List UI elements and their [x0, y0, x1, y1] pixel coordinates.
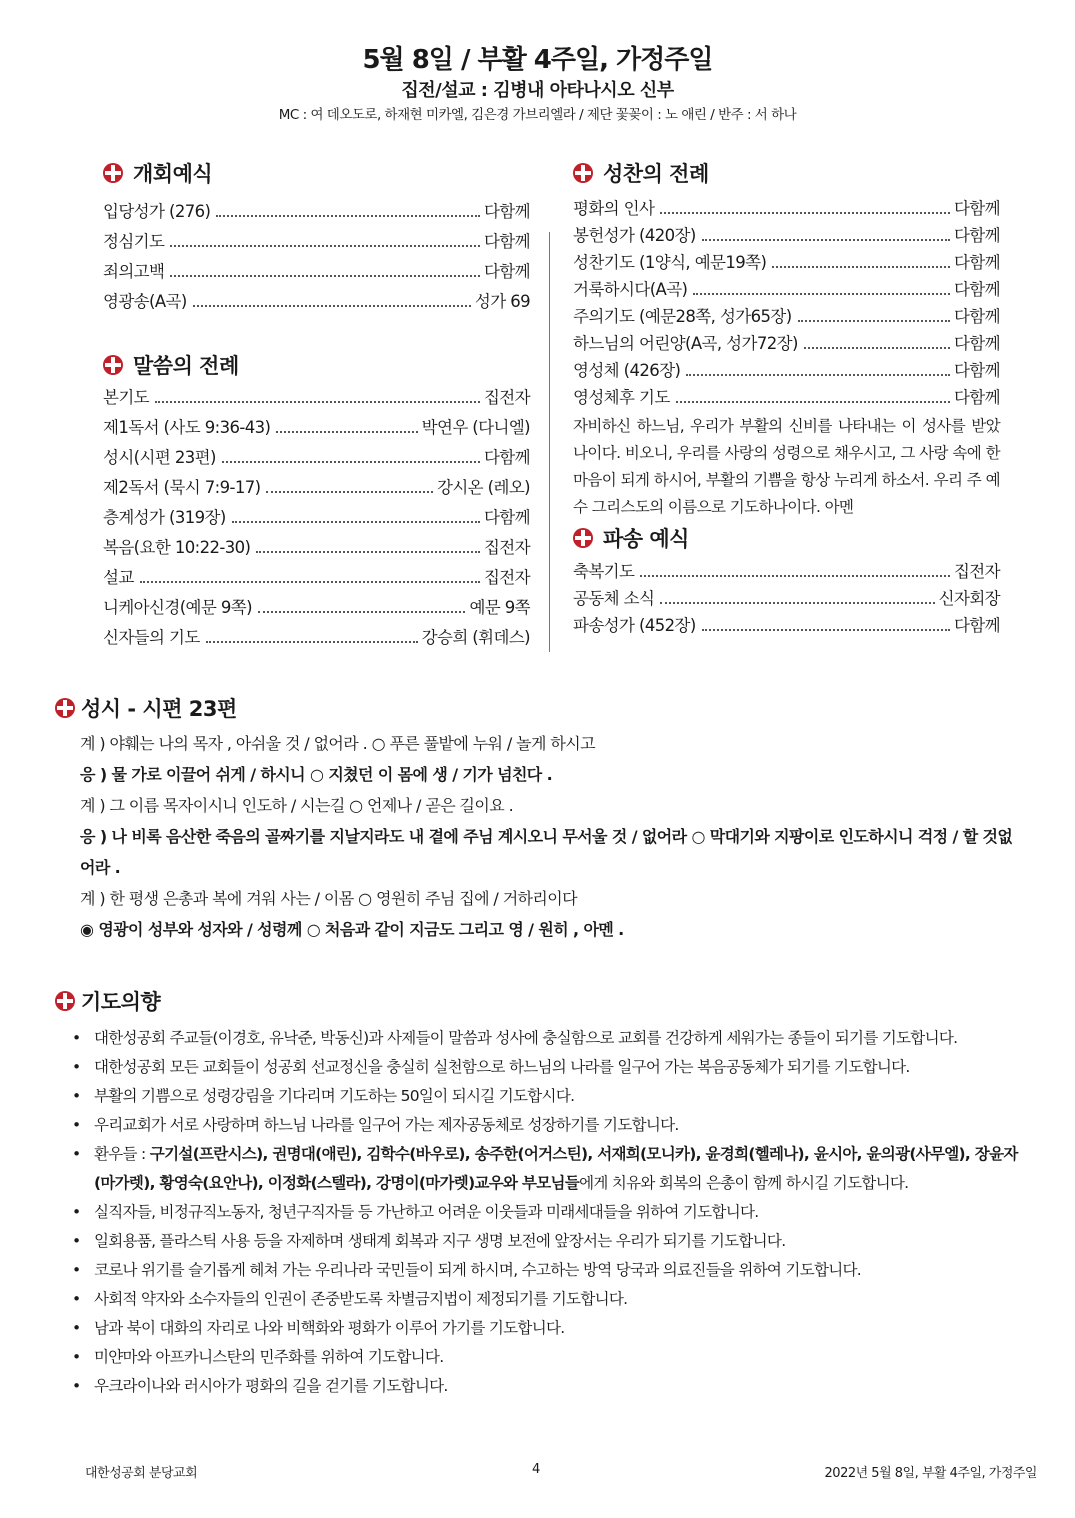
- dot-leader: [216, 215, 480, 217]
- order-label: 봉헌성가 (420장): [573, 226, 696, 245]
- dot-leader: [804, 347, 950, 349]
- order-row: [103, 624, 530, 654]
- order-performer: 다함께: [483, 202, 530, 221]
- order-row: [573, 558, 1000, 585]
- order-row: [573, 384, 1000, 411]
- psalm-title: 성시 - 시편 23편: [81, 697, 237, 721]
- psalm-text: [80, 728, 1020, 945]
- order-row: [103, 414, 530, 444]
- opening-order-list: [103, 198, 530, 318]
- dot-leader: [155, 401, 480, 403]
- order-performer: 다함께: [953, 253, 1000, 272]
- order-label: 신자들의 기도: [103, 628, 200, 647]
- order-label: 복음(요한 10:22-30): [103, 538, 251, 557]
- order-row: [103, 504, 530, 534]
- red-cross-icon: [103, 163, 123, 183]
- order-label: 제1독서 (사도 9:36-43): [103, 418, 271, 437]
- dot-leader: [702, 629, 950, 631]
- order-label: 니케아신경(예문 9쪽): [103, 598, 252, 617]
- order-row: [103, 594, 530, 624]
- dot-leader: [276, 431, 417, 433]
- page-title: 5월 8일 / 부활 4주일, 가정주일: [362, 45, 713, 75]
- celebrant-line: 집전/설교 : 김병내 아타나시오 신부: [401, 80, 674, 101]
- dot-leader: [772, 266, 950, 268]
- order-label: 죄의고백: [103, 262, 165, 281]
- order-performer: 다함께: [483, 232, 530, 251]
- order-label: 영성체 (426장): [573, 361, 681, 380]
- order-performer: 다함께: [483, 262, 530, 281]
- opening-section-heading: [103, 158, 530, 188]
- psalm-line: 계 ) 그 이름 목자이시니 인도하 / 시는길 ○ 언제나 / 곧은 길이요 .: [80, 796, 514, 815]
- dot-leader: [170, 275, 480, 277]
- intention-item: • 미얀마와 아프카니스탄의 민주화를 위하여 기도합니다.: [72, 1343, 1022, 1372]
- eucharist-title: 성찬의 전례: [603, 162, 709, 186]
- order-performer: 박연우 (다니엘): [421, 418, 530, 437]
- order-row: [573, 330, 1000, 357]
- order-row: [573, 357, 1000, 384]
- order-performer: 다함께: [953, 199, 1000, 218]
- intentions-title: 기도의향: [81, 990, 161, 1014]
- order-performer: 다함께: [953, 307, 1000, 326]
- psalm-line: 계 ) 야훼는 나의 목자 , 아쉬울 것 / 없어라 . ○ 푸른 풀밭에 누워 / 놀게 하시고: [80, 734, 595, 753]
- order-row: [573, 195, 1000, 222]
- order-row: [103, 288, 530, 318]
- order-label: 축복기도: [573, 562, 635, 581]
- intention-item-sick: [72, 1140, 1022, 1198]
- order-row: [103, 564, 530, 594]
- order-row: [573, 249, 1000, 276]
- intention-item: • 부활의 기쁨으로 성령강림을 기다리며 기도하는 50일이 되시길 기도합시다.: [72, 1082, 1022, 1111]
- order-performer: 다함께: [953, 388, 1000, 407]
- order-label: 거룩하시다(A곡): [573, 280, 688, 299]
- order-row: [103, 474, 530, 504]
- order-performer: 성가 69: [474, 292, 530, 311]
- order-row: [103, 228, 530, 258]
- bulletin-header: [0, 42, 1075, 126]
- word-order-list: [103, 384, 530, 654]
- order-label: 본기도: [103, 388, 150, 407]
- order-performer: 다함께: [953, 334, 1000, 353]
- left-column: [103, 158, 530, 654]
- intention-item: • 사회적 약자와 소수자들의 인권이 존중받도록 차별금지법이 제정되기를 기도합니다.: [72, 1285, 1022, 1314]
- footer-church-name: 대한성공회 분당교회: [85, 1466, 198, 1481]
- order-label: 공동체 소식: [573, 589, 655, 608]
- psalm-line: ◉ 영광이 성부와 성자와 / 성령께 ○ 처음과 같이 지금도 그리고 영 / 원히 , 아멘 .: [80, 920, 624, 939]
- dot-leader: [660, 602, 934, 604]
- order-performer: 집전자: [953, 562, 1000, 581]
- footer-date: 2022년 5월 8일, 부활 4주일, 가정주일: [824, 1466, 1037, 1481]
- order-label: 제2독서 (묵시 7:9-17): [103, 478, 261, 497]
- order-label: 성찬기도 (1양식, 예문19쪽): [573, 253, 767, 272]
- order-row: [103, 444, 530, 474]
- footer-page-number: 4: [532, 1462, 540, 1477]
- intention-item: • 대한성공회 모든 교회들이 성공회 선교정신을 충실히 실천함으로 하느님의 나라를 일구어 가는 복음공동체가 되기를 기도합니다.: [72, 1053, 1022, 1082]
- dot-leader: [702, 239, 950, 241]
- order-performer: 집전자: [483, 388, 530, 407]
- intention-item: • 대한성공회 주교들(이경호, 유낙준, 박동신)과 사제들이 말씀과 성사에 충실함으로 교회를 건강하게 세워가는 종들이 되기를 기도합니다.: [72, 1024, 1022, 1053]
- dot-leader: [170, 245, 480, 247]
- dismissal-order-list: [573, 558, 1000, 639]
- order-performer: 다함께: [953, 280, 1000, 299]
- order-row: [573, 303, 1000, 330]
- order-row: [573, 276, 1000, 303]
- dot-leader: [258, 611, 466, 613]
- dot-leader: [232, 521, 480, 523]
- word-title: 말씀의 전례: [133, 354, 239, 378]
- order-performer: 예문 9쪽: [469, 598, 530, 617]
- dot-leader: [222, 461, 480, 463]
- order-label: 평화의 인사: [573, 199, 655, 218]
- order-label: 설교: [103, 568, 134, 587]
- dot-leader: [206, 641, 418, 643]
- dismissal-title: 파송 예식: [603, 527, 689, 551]
- order-label: 하느님의 어린양(A곡, 성가72장): [573, 334, 798, 353]
- intention-item: • 코로나 위기를 슬기롭게 헤쳐 가는 우리나라 국민들이 되게 하시며, 수고하는 방역 당국과 의료진들을 위하여 기도합니다.: [72, 1256, 1022, 1285]
- intention-item: • 우리교회가 서로 사랑하며 하느님 나라를 일구어 가는 제자공동체로 성장하기를 기도합니다.: [72, 1111, 1022, 1140]
- sick-prefix: 환우들 :: [94, 1145, 150, 1163]
- order-label: 파송성가 (452장): [573, 616, 696, 635]
- dot-leader: [266, 491, 433, 493]
- order-performer: 다함께: [483, 448, 530, 467]
- order-performer: 강시온 (레오): [436, 478, 530, 497]
- intention-item: • 실직자들, 비정규직노동자, 청년구직자들 등 가난하고 어려운 이웃들과 미래세대들을 위하여 기도합니다.: [72, 1198, 1022, 1227]
- psalm-line: 계 ) 한 평생 은총과 복에 겨워 사는 / 이몸 ○ 영원히 주님 집에 / 거하리이다: [80, 889, 577, 908]
- dismissal-section-heading: [573, 523, 1000, 553]
- order-row: [103, 534, 530, 564]
- dot-leader: [256, 551, 480, 553]
- column-divider: [549, 232, 550, 652]
- order-row: [103, 198, 530, 228]
- red-cross-icon: [573, 163, 593, 183]
- order-label: 입당성가 (276): [103, 202, 211, 221]
- order-label: 영광송(A곡): [103, 292, 187, 311]
- order-label: 정심기도: [103, 232, 165, 251]
- order-performer: 집전자: [483, 538, 530, 557]
- order-performer: 다함께: [953, 361, 1000, 380]
- dot-leader: [798, 320, 950, 322]
- dot-leader: [140, 581, 480, 583]
- sick-suffix: 에게 치유와 회복의 은총이 함께 하시길 기도합니다.: [579, 1174, 909, 1192]
- order-row: [573, 585, 1000, 612]
- dot-leader: [640, 575, 950, 577]
- intentions-list: [72, 1024, 1022, 1401]
- order-row: [573, 612, 1000, 639]
- order-performer: 집전자: [483, 568, 530, 587]
- dot-leader: [660, 212, 950, 214]
- red-cross-icon: [103, 355, 123, 375]
- order-performer: 다함께: [953, 226, 1000, 245]
- red-cross-icon: [55, 991, 75, 1011]
- order-performer: 다함께: [953, 616, 1000, 635]
- order-label: 성시(시편 23편): [103, 448, 216, 467]
- psalm-line: 응 ) 나 비록 음산한 죽음의 골짜기를 지날지라도 내 곁에 주님 계시오니 무서울 것 / 없어라 ○ 막대기와 지팡이로 인도하시니 걱정 / 할 것없어라 .: [80, 827, 1013, 877]
- red-cross-icon: [55, 698, 75, 718]
- word-section-heading: [103, 350, 530, 380]
- order-label: 영성체후 기도: [573, 388, 670, 407]
- post-communion-prayer: 자비하신 하느님, 우리가 부활의 신비를 나타내는 이 성사를 받았나이다. 비오니, 우리를 사랑의 성령으로 채우시고, 그 사랑 속에 한마음이 되게 하시어, 부활의 기쁨을 항상 누리게 하소서. 우리 주 예수 그리스도의 이름으로 기도하나이다. 아멘: [573, 417, 1000, 516]
- psalm-line: 응 ) 물 가로 이끌어 쉬게 / 하시니 ○ 지쳤던 이 몸에 생 / 기가 넘친다 .: [80, 765, 553, 784]
- mc-line: MC : 여 데오도로, 하재현 미카엘, 김은경 가브리엘라 / 제단 꽃꽂이 : 노 애린 / 반주 : 서 하나: [278, 107, 797, 123]
- order-label: 층계성가 (319장): [103, 508, 226, 527]
- order-row: [103, 384, 530, 414]
- opening-title: 개회예식: [133, 162, 213, 186]
- intentions-section-heading: [55, 986, 160, 1016]
- dot-leader: [676, 401, 950, 403]
- psalm-section-heading: [55, 693, 237, 723]
- intention-item: • 남과 북이 대화의 자리로 나와 비핵화와 평화가 이루어 가기를 기도합니다.: [72, 1314, 1022, 1343]
- dot-leader: [686, 374, 950, 376]
- right-column: [573, 158, 1000, 639]
- order-row: [103, 258, 530, 288]
- order-performer: 신자회장: [938, 589, 1000, 608]
- eucharist-section-heading: [573, 158, 1000, 188]
- sick-names: 구기설(프란시스), 권명대(애린), 김학수(바우로), 송주한(어거스틴), 서재희(모니카), 윤경희(헬레나), 윤시아, 윤의광(사무엘), 장윤자(마가렛), 황영숙(요안나), 이정화(스텔라), 강명이(마가렛)교우와 부모님들: [94, 1145, 1018, 1192]
- red-cross-icon: [573, 528, 593, 548]
- dot-leader: [193, 305, 471, 307]
- order-performer: 강승희 (휘데스): [421, 628, 530, 647]
- order-label: 주의기도 (예문28쪽, 성가65장): [573, 307, 792, 326]
- order-row: [573, 222, 1000, 249]
- intention-item: • 일회용품, 플라스틱 사용 등을 자제하며 생태계 회복과 지구 생명 보전에 앞장서는 우리가 되기를 기도합니다.: [72, 1227, 1022, 1256]
- dot-leader: [693, 293, 950, 295]
- eucharist-order-list: [573, 195, 1000, 411]
- intention-item: • 우크라이나와 러시아가 평화의 길을 걷기를 기도합니다.: [72, 1372, 1022, 1401]
- order-performer: 다함께: [483, 508, 530, 527]
